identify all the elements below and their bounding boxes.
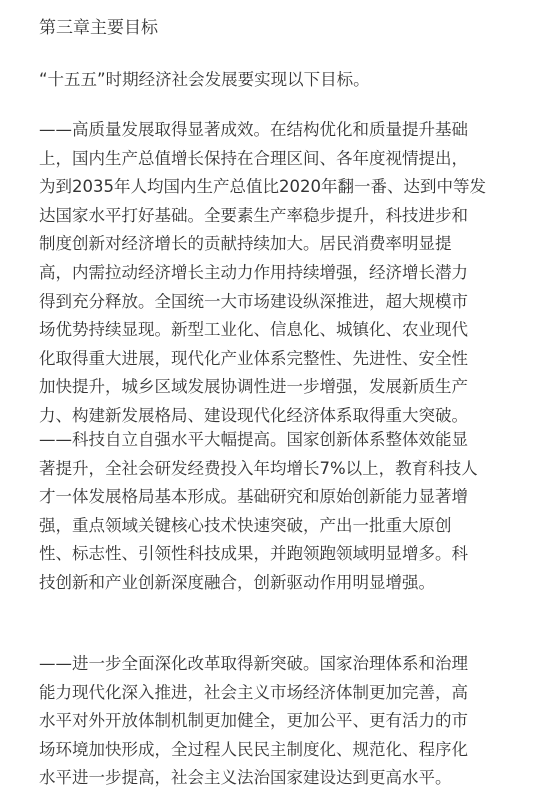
paragraph-line: 水平对外开放体制机制更加健全，更加公平、更有活力的市 — [39, 711, 468, 731]
goal-paragraph-technology-self-reliance — [39, 426, 504, 598]
chapter-title: 第三章主要目标 — [39, 18, 158, 38]
paragraph-line: 性、标志性、引领性科技成果，并跑领跑领域明显增多。科 — [39, 544, 468, 564]
goal-paragraph-deepening-reform — [39, 650, 504, 793]
paragraph-line: 高，内需拉动经济增长主动力作用持续增强，经济增长潜力 — [39, 262, 468, 282]
paragraph-line: 得到充分释放。全国统一大市场建设纵深推进，超大规模市 — [39, 291, 468, 311]
paragraph-line: ——高质量发展取得显著成效。在结构优化和质量提升基础 — [39, 120, 468, 139]
paragraph-line: 水平进一步提高，社会主义法治国家建设达到更高水平。 — [39, 768, 452, 788]
paragraph-line: 才一体发展格局基本形成。基础研究和原始创新能力显著增 — [39, 487, 468, 507]
paragraph-line: 加快提升，城乡区域发展协调性进一步增强，发展新质生产 — [39, 377, 468, 397]
intro-paragraph: “十五五”时期经济社会发展要实现以下目标。 — [39, 70, 370, 89]
paragraph-line: 化取得重大进展，现代化产业体系完整性、先进性、安全性 — [39, 348, 468, 368]
paragraph-line: ——科技自立自强水平大幅提高。国家创新体系整体效能显 — [39, 430, 468, 449]
paragraph-line: 能力现代化深入推进，社会主义市场经济体制更加完善，高 — [39, 682, 468, 702]
paragraph-line: 制度创新对经济增长的贡献持续加大。居民消费率明显提 — [39, 234, 452, 254]
paragraph-line: 力、构建新发展格局、建设现代化经济体系取得重大突破。 — [39, 405, 468, 425]
paragraph-line: 场环境加快形成，全过程人民民主制度化、规范化、程序化 — [39, 739, 468, 759]
paragraph-line: 达国家水平打好基础。全要素生产率稳步提升，科技进步和 — [39, 205, 468, 225]
paragraph-line: 上，国内生产总值增长保持在合理区间、各年度视情提出， — [39, 148, 468, 168]
paragraph-line: 著提升，全社会研发经费投入年均增长7%以上，教育科技人 — [39, 458, 478, 478]
goal-paragraph-quality-development — [39, 116, 504, 431]
paragraph-line: 技创新和产业创新深度融合，创新驱动作用明显增强。 — [39, 572, 435, 592]
paragraph-line: 场优势持续显现。新型工业化、信息化、城镇化、农业现代 — [39, 320, 468, 340]
paragraph-line: 强，重点领域关键核心技术快速突破，产出一批重大原创 — [39, 515, 452, 535]
paragraph-line: ——进一步全面深化改革取得新突破。国家治理体系和治理 — [39, 654, 468, 673]
paragraph-line: 为到2035年人均国内生产总值比2020年翻一番、达到中等发 — [39, 177, 486, 197]
